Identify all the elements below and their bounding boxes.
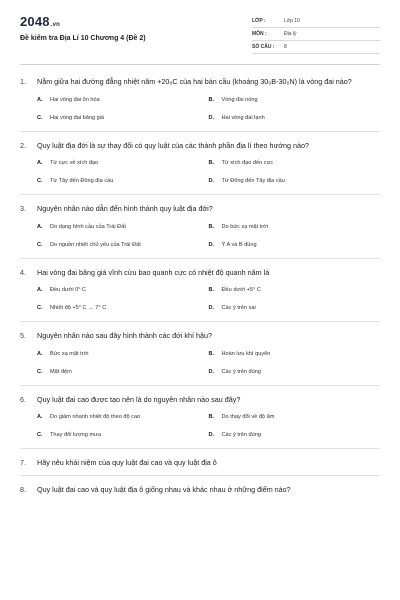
option-a[interactable] <box>37 283 209 297</box>
option-text: Hai vòng đai ôn hòa <box>50 96 100 103</box>
exam-info-box <box>252 15 380 54</box>
option-text: Từ Tây đến Đông địa cầu <box>50 178 114 184</box>
option-text: Từ cực về xích đạo <box>50 160 99 166</box>
info-label: LỚP : <box>252 18 266 24</box>
option-text: Các ý trên sai <box>221 305 256 311</box>
question-3 <box>20 204 380 252</box>
option-key: C. <box>37 241 43 248</box>
question-4 <box>20 268 380 316</box>
option-text: Ý A và B đúng <box>221 241 257 248</box>
option-key: C. <box>37 305 43 311</box>
option-b[interactable] <box>209 347 381 361</box>
option-text: Do nguồn nhiệt chủ yếu của Trái Đất <box>50 241 141 248</box>
option-text: Bức xạ mặt trời <box>50 350 89 357</box>
option-text: Đều dưới +5° C <box>221 287 261 293</box>
option-key: C. <box>37 178 43 184</box>
option-d[interactable] <box>209 174 381 188</box>
answer-options <box>20 283 380 315</box>
option-key: B. <box>208 96 215 103</box>
info-row-class <box>252 15 380 28</box>
question-5 <box>20 331 380 379</box>
option-key: A. <box>37 350 43 357</box>
question-text: Nằm giữa hai đường đẳng nhiệt năm +20₀C của hai bán cầu (khoảng 30₀B-30₀N) là vòng đai nào? <box>37 77 352 86</box>
option-a[interactable] <box>37 93 209 107</box>
option-a[interactable] <box>37 156 209 170</box>
answer-options <box>20 93 380 125</box>
header-divider <box>20 64 380 65</box>
option-key: A. <box>37 287 43 293</box>
option-text: Thay đổi lượng mưa <box>50 432 101 438</box>
option-text: Hai vòng đai băng giá <box>50 114 105 121</box>
logo-suffix: .vn <box>50 22 61 28</box>
question-number: 6. <box>20 394 26 404</box>
option-key: A. <box>37 96 43 103</box>
option-b[interactable] <box>209 410 381 424</box>
option-key: D. <box>208 305 215 311</box>
info-value: 8 <box>284 44 287 50</box>
option-text: Các ý trên đúng <box>221 432 261 438</box>
option-key: B. <box>208 287 215 293</box>
question-text: Nguyên nhân nào sau đây hình thành các đới khí hậu? <box>37 331 212 340</box>
option-key: D. <box>208 368 215 375</box>
option-key: C. <box>37 114 43 121</box>
info-row-subject <box>252 28 380 41</box>
option-c[interactable] <box>37 365 209 379</box>
option-d[interactable] <box>209 301 381 315</box>
answer-options <box>20 410 380 442</box>
option-a[interactable] <box>37 347 209 361</box>
question-8 <box>20 485 380 496</box>
question-divider <box>20 194 380 195</box>
question-1 <box>20 77 380 125</box>
question-text: Quy luật địa đới là sự thay đổi có quy luật của các thành phần địa lí theo hướng nào? <box>37 140 309 150</box>
option-d[interactable] <box>209 428 381 442</box>
site-logo[interactable] <box>20 14 60 29</box>
info-row-question-count <box>252 41 380 54</box>
option-b[interactable] <box>209 283 381 297</box>
option-key: B. <box>208 223 215 230</box>
option-text: Từ xích đạo đến cực <box>221 160 274 166</box>
option-text: Do bức xạ mặt trời <box>221 223 269 230</box>
option-c[interactable] <box>37 428 209 442</box>
option-a[interactable] <box>37 410 209 424</box>
logo-text: 2048 <box>20 14 50 29</box>
option-text: Hai vòng đai lạnh <box>221 114 265 121</box>
option-c[interactable] <box>37 174 209 188</box>
question-number: 1. <box>20 77 26 86</box>
exam-title: Đề kiểm tra Địa Lí 10 Chương 4 (Đề 2) <box>20 35 146 42</box>
question-text: Quy luật đai cao và quy luật địa ô giống nhau và khác nhau ở những điểm nào? <box>37 484 291 494</box>
option-key: C. <box>37 432 43 438</box>
question-number: 7. <box>20 458 26 467</box>
option-key: A. <box>37 160 43 166</box>
option-c[interactable] <box>37 238 209 252</box>
option-text: Các ý trên đúng <box>221 368 261 375</box>
info-value: Địa lý <box>284 31 297 37</box>
option-key: B. <box>208 160 215 166</box>
question-number: 4. <box>20 267 26 277</box>
question-text: Hãy nêu khái niệm của quy luật đai cao và quy luật địa ô <box>37 458 217 467</box>
option-c[interactable] <box>37 111 209 125</box>
answer-options <box>20 156 380 188</box>
option-text: Mặt đệm <box>50 368 72 375</box>
option-key: B. <box>208 350 215 357</box>
question-text: Hai vòng đai băng giá vĩnh cửu bao quanh cực có nhiệt độ quanh năm là <box>37 267 270 277</box>
question-2 <box>20 141 380 189</box>
question-number: 3. <box>20 204 26 213</box>
option-d[interactable] <box>209 238 381 252</box>
option-key: D. <box>208 178 215 184</box>
option-key: D. <box>208 114 215 121</box>
question-6 <box>20 395 380 443</box>
option-d[interactable] <box>209 111 381 125</box>
question-number: 8. <box>20 484 26 494</box>
answer-options <box>20 347 380 379</box>
question-divider <box>20 131 380 132</box>
option-c[interactable] <box>37 301 209 315</box>
question-divider <box>20 385 380 386</box>
option-d[interactable] <box>209 365 381 379</box>
question-divider <box>20 258 380 259</box>
answer-options <box>20 220 380 252</box>
info-label: SỐ CÂU : <box>252 44 275 50</box>
option-key: C. <box>37 368 43 375</box>
option-key: A. <box>37 414 43 420</box>
option-text: Nhiệt độ +5° C → 7° C <box>50 305 107 311</box>
question-text: Nguyên nhân nào dẫn đến hình thành quy luật địa đới? <box>37 204 213 213</box>
question-list <box>20 77 380 495</box>
question-number: 5. <box>20 331 26 340</box>
option-text: Từ Đông đến Tây địa cầu <box>221 178 285 184</box>
option-b[interactable] <box>209 93 381 107</box>
option-text: Do thay đổi về độ ẩm <box>221 414 275 420</box>
option-key: B. <box>208 414 215 420</box>
question-number: 2. <box>20 140 26 150</box>
question-text: Quy luật đai cao được tạo nên là do nguyên nhân nào sau đây? <box>37 394 241 404</box>
option-b[interactable] <box>209 220 381 234</box>
info-value: Lớp 10 <box>284 18 300 24</box>
question-divider <box>20 475 380 476</box>
option-text: Do dạng hình cầu của Trái Đất <box>50 223 126 230</box>
option-key: D. <box>208 432 215 438</box>
option-text: Hoàn lưu khí quyển <box>221 350 271 357</box>
question-divider <box>20 448 380 449</box>
option-b[interactable] <box>209 156 381 170</box>
option-text: Đều dưới 0° C <box>50 287 87 293</box>
exam-header <box>0 0 400 58</box>
option-a[interactable] <box>37 220 209 234</box>
info-label: MÔN : <box>252 31 267 37</box>
question-7 <box>20 458 380 469</box>
option-key: A. <box>37 223 43 230</box>
option-key: D. <box>208 241 215 248</box>
question-divider <box>20 321 380 322</box>
option-text: Vòng đai nóng <box>221 96 258 103</box>
option-text: Do giảm nhanh nhiệt độ theo độ cao <box>50 414 141 420</box>
